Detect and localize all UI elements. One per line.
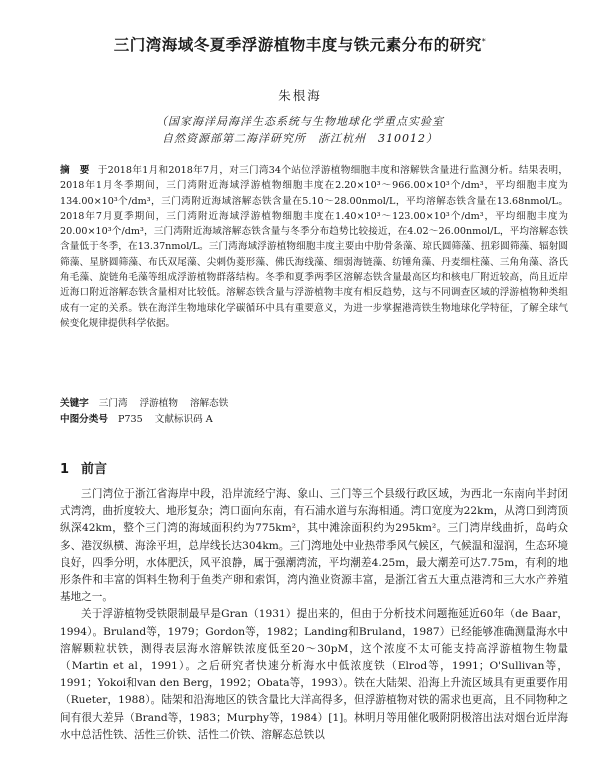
section-title: 前言	[81, 462, 108, 477]
title-text: 三门湾海域冬夏季浮游植物丰度与铁元素分布的研究	[113, 36, 482, 54]
author-name: 朱根海	[278, 88, 322, 103]
classification-code: P735	[117, 414, 143, 425]
keywords-label: 关键字	[60, 398, 89, 409]
abstract	[60, 163, 568, 331]
affiliation-line-1: （国家海洋局海洋生态系统与生物地球化学重点实验室	[156, 115, 444, 128]
abstract-text: 于2018年1月和2018年7月，对三门湾34个站位浮游植物细胞丰度和溶解铁含量进行监测分析。结果表明，2018年1月冬季期间，三门湾附近海域浮游植物细胞丰度在2.20×10³～966.00×10³个/dm³，平均细胞丰度为134.00×10³个/dm³，三门湾附近海域溶解态铁含量在5.10～28.00nmol/L，平均溶解态铁含量在13.68nmol/L。2018年7月夏季期间，三门湾附近海域浮游植物细胞丰度在1.40×10³～123.00×10³个/dm³，平均细胞丰度为20.00×10³个/dm³，三门湾附近海域溶解态铁含量与冬季分布趋势比较接近，在4.02～26.00nmol/L，平均溶解态铁含量低于冬季，在13.37nmol/L。三门湾海域浮游植物细胞丰度主要由中肋骨条藻、琼氏圆筛藻、扭彩圆筛藻、辐射圆筛藻、星脐圆筛藻、布氏双尾藻、尖刺伪菱形藻、佛氏海线藻、细弱海链藻、纺锤角藻、丹麦细柱藻、三角角藻、洛氏角毛藻、旋链角毛藻等组成浮游植物群落结构。冬季和夏季两季区溶解态铁含量最高区均和核电厂附近较高，尚且近岸近海口附近溶解态铁含量相对比较低。溶解态铁含量与浮游植物丰度有相反趋势，这与不同调查区域的浮游植物种类组成有一定的关系。铁在海洋生物地球化学碳循环中具有重要意义，为进一步掌握港湾铁生物地球化学特征，了解全球气候变化规律提供科学依据。	[60, 165, 569, 329]
title-footnote-mark: *	[481, 36, 487, 46]
body-paragraph: 三门湾位于浙江省海岸中段，沿岸流经宁海、象山、三门等三个县级行政区域，为西北一东南向半封闭式湾湾，曲折度较大、地形复杂；湾口面向东南，有石浦水道与东海相通。湾口宽度为22km，从湾口到湾顶纵深42km，整个三门湾的海域面积约为775km²，其中滩涂面积约为295km²。三门湾岸线曲折，岛屿众多、港汊纵横、海涂平坦，总岸线长达304km。三门湾地处中业热带季风气候区，气候温和湿润，生态环境良好，四季分明，水体肥沃，风平浪静，属于强潮湾流，平均潮差4.25m，最大潮差可达7.75m，有利的地形条件和丰富的饵料生物利于鱼类产卵和索饵，湾内渔业资源丰富，是浙江省五大重点港湾和三大水产养殖基地之一。	[60, 488, 568, 604]
paper-title	[0, 33, 600, 55]
affiliation-line-2: 自然资源部第二海洋研究所 浙江杭州 310012）	[162, 132, 438, 145]
classification-label: 中图分类号	[60, 414, 108, 425]
keywords	[60, 395, 568, 409]
keyword-item: 浮游植物	[139, 398, 178, 409]
document-code: 文献标识码 A	[154, 414, 213, 425]
body-paragraph: 关于浮游植物受铁限制最早是Gran（1931）提出来的，但由于分析技术问题拖延近60年（de Baar，1994）。Bruland等，1979；Gordon等，1982；Landing和Bruland，1987）已经能够准确测量海水中溶解颗粒状铁，测得表层海水溶解铁浓度低至20～30pM，这个浓度不太可能支持高浮游植物生物量（Martin et al，1991）。之后研究者快速分析海水中低浓度铁（Elrod等，1991；O'Sullivan等，1991；Yokoi和van den Berg，1992；Obata等，1993）。铁在大陆架、沿海上升流区域具有更重要作用（Rueter，1988）。陆架和沿海地区的铁含量比大洋高得多，但浮游植物对铁的需求也更高，且不同物种之间有很大差异（Brand等，1983；Murphy等，1984）[1]。林明月等用催化吸附阴极溶出法对烟台近岸海水中总活性铁、活性三价铁、活性二价铁、溶解态总铁以	[60, 608, 568, 741]
classification	[60, 411, 568, 425]
section-heading	[60, 458, 107, 477]
body-text	[60, 486, 568, 744]
keyword-item: 三门湾	[98, 398, 128, 409]
section-number: 1	[60, 462, 70, 477]
keyword-item: 溶解态铁	[189, 398, 229, 409]
abstract-label: 摘 要	[60, 165, 90, 176]
